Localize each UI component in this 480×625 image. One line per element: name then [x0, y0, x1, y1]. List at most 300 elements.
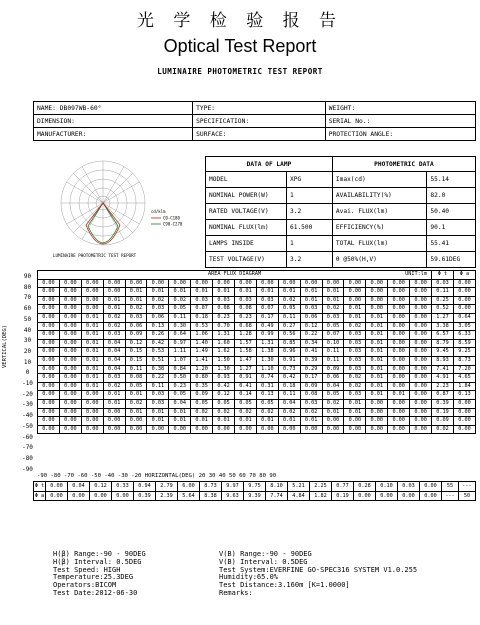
legend-c0: C0-C180 [163, 215, 180, 221]
flux-cell: 0.03 [344, 356, 366, 365]
flux-cell: 0.00 [366, 279, 388, 288]
flux-cell: 0.02 [344, 322, 366, 331]
vertical-tick-label: 30 [23, 337, 32, 345]
vertical-tick-label: -60 [22, 433, 33, 441]
flux-row [38, 339, 476, 348]
flux-cell: 0.00 [388, 339, 410, 348]
flux-cell: 0.11 [322, 356, 344, 365]
flux-cell: 0.09 [432, 417, 454, 426]
flux-cell: 0.00 [38, 365, 60, 374]
flux-cell: 0.04 [103, 348, 125, 357]
flux-cell: 0.00 [344, 288, 366, 297]
flux-cell: 0.56 [278, 331, 300, 340]
flux-cell: 0.03 [344, 391, 366, 400]
product-info-table [33, 101, 476, 141]
flux-cell: 0.00 [59, 425, 81, 434]
flux-cell: 0.08 [213, 305, 235, 314]
flux-cell: 0.00 [410, 356, 432, 365]
flux-cell: 0.00 [388, 322, 410, 331]
flux-cell: 0.06 [125, 322, 147, 331]
condition-line: H(β) Range:-90 - 90DEG [53, 550, 146, 558]
flux-cell: 0.00 [388, 313, 410, 322]
flux-cell: 2.23 [432, 382, 454, 391]
totals-cell: 0.00 [354, 491, 376, 501]
flux-cell: 0.00 [388, 382, 410, 391]
flux-cell: 0.00 [38, 399, 60, 408]
vertical-tick-label: 90 [23, 273, 32, 280]
lamp-row [206, 204, 476, 220]
flux-cell: 0.09 [300, 382, 322, 391]
flux-cell: 0.01 [256, 288, 278, 297]
flux-cell: 0.00 [125, 279, 147, 288]
flux-cell: 0.00 [59, 305, 81, 314]
totals-cell: 2.79 [156, 482, 178, 492]
flux-cell: 0.00 [366, 305, 388, 314]
flux-cell: 0.53 [147, 348, 169, 357]
flux-cell: 0.02 [103, 313, 125, 322]
totals-row-phi_a [34, 491, 476, 501]
flux-cell: 0.38 [147, 365, 169, 374]
flux-cell: 0.00 [191, 425, 213, 434]
flux-cell: 0.00 [59, 288, 81, 297]
totals-cell: 2.39 [156, 491, 178, 501]
flux-cell: 0.05 [213, 399, 235, 408]
lamp-row [206, 188, 476, 204]
info-name: NAME: DB097WB-60° [34, 102, 193, 115]
vertical-tick-label: -40 [22, 412, 33, 420]
flux-cell: 0.00 [453, 305, 475, 314]
flux-cell: 0.00 [410, 382, 432, 391]
flux-cell: 0.01 [213, 288, 235, 297]
flux-cell: 6.33 [453, 331, 475, 340]
flux-cell: 0.00 [256, 279, 278, 288]
flux-cell: 0.00 [278, 279, 300, 288]
flux-cell: 0.03 [191, 296, 213, 305]
flux-cell: 0.23 [169, 382, 191, 391]
flux-cell: 0.84 [169, 365, 191, 374]
flux-cell: 1.07 [169, 356, 191, 365]
flux-cell: 0.42 [278, 374, 300, 383]
flux-cell: 0.00 [410, 417, 432, 426]
vertical-tick-label: -80 [22, 454, 33, 462]
flux-cell: 0.17 [256, 313, 278, 322]
flux-cell: 0.39 [300, 356, 322, 365]
flux-cell: 0.00 [169, 279, 191, 288]
flux-cell: 0.01 [322, 288, 344, 297]
totals-cell: 0.03 [398, 482, 420, 492]
flux-cell: 0.96 [278, 348, 300, 357]
flux-cell: 0.52 [432, 305, 454, 314]
flux-cell: 0.01 [235, 288, 257, 297]
lamp-cell-v2: 90.1 [427, 220, 476, 236]
flux-cell: 0.99 [256, 331, 278, 340]
flux-cell: 0.00 [147, 279, 169, 288]
totals-cell: 0.00 [112, 491, 134, 501]
flux-cell: 0.00 [388, 425, 410, 434]
flux-cell: 0.00 [38, 288, 60, 297]
flux-cell: 8.79 [432, 339, 454, 348]
flux-cell: 0.91 [278, 356, 300, 365]
flux-cell: 0.00 [366, 288, 388, 297]
flux-cell: 0.00 [410, 288, 432, 297]
flux-cell: 0.00 [38, 339, 60, 348]
flux-cell: 0.00 [410, 399, 432, 408]
vertical-tick-label: -50 [22, 422, 33, 430]
flux-cell: 0.03 [147, 391, 169, 400]
condition-line: Temperature:25.3DEG [53, 573, 134, 582]
vertical-tick-label: -90 [22, 465, 33, 473]
flux-cell: 0.00 [388, 331, 410, 340]
flux-cell: 0.00 [103, 288, 125, 297]
flux-cell: 0.01 [322, 408, 344, 417]
flux-cell: 0.11 [169, 313, 191, 322]
flux-cell: 0.15 [125, 348, 147, 357]
flux-cell: 0.00 [38, 348, 60, 357]
lamp-cell-v1: 3.2 [287, 204, 333, 220]
flux-cell: 0.42 [147, 339, 169, 348]
flux-cell: 8.93 [432, 356, 454, 365]
flux-cell: 0.01 [366, 331, 388, 340]
totals-cell: 6.00 [178, 482, 200, 492]
flux-cell: 0.80 [191, 374, 213, 383]
flux-cell: 0.00 [59, 417, 81, 426]
flux-cell: 0.00 [344, 417, 366, 426]
totals-cell: 0.00 [420, 491, 442, 501]
flux-cell: 0.00 [103, 279, 125, 288]
flux-cell: 0.02 [322, 305, 344, 314]
flux-cell: 0.11 [432, 288, 454, 297]
flux-row [38, 391, 476, 400]
flux-cell: 0.03 [147, 399, 169, 408]
flux-cell: 0.11 [125, 365, 147, 374]
vertical-tick-label: -10 [22, 380, 33, 387]
polar-caption: LUMINAIRE PHOTOMETRIC TEST REPORT [53, 253, 137, 258]
lamp-cell-l1: MODEL [206, 172, 287, 188]
flux-cell: 0.00 [38, 391, 60, 400]
info-dimension: DIMENSION: [34, 115, 193, 128]
flux-cell: 0.01 [322, 296, 344, 305]
totals-cell: --- [458, 482, 475, 492]
flux-cell: 0.07 [256, 305, 278, 314]
flux-cell: 0.00 [410, 296, 432, 305]
totals-cell: 9.97 [222, 482, 244, 492]
flux-cell: 0.00 [322, 417, 344, 426]
flux-cell: 0.00 [38, 305, 60, 314]
lamp-cell-l2: AVAILABILITY(%) [332, 188, 427, 204]
vertical-tick-label: 70 [23, 294, 32, 302]
flux-cell: 0.01 [169, 408, 191, 417]
flux-cell: 0.12 [125, 339, 147, 348]
lamp-row [206, 236, 476, 252]
flux-cell: 0.02 [322, 399, 344, 408]
lamp-cell-v1: 1 [287, 188, 333, 204]
flux-cell: 1.40 [191, 339, 213, 348]
flux-cell: 0.01 [81, 313, 103, 322]
flux-cell: 0.01 [366, 391, 388, 400]
flux-cell: 0.00 [38, 331, 60, 340]
flux-cell: 0.00 [344, 296, 366, 305]
flux-cell: 0.01 [125, 408, 147, 417]
condition-line: Test Speed: HIGH [53, 565, 121, 574]
flux-cell: 0.00 [388, 399, 410, 408]
flux-cell: 1.38 [256, 348, 278, 357]
flux-cell: 0.02 [103, 322, 125, 331]
flux-cell: 0.08 [125, 374, 147, 383]
flux-cell: 0.06 [322, 374, 344, 383]
flux-cell: 0.00 [169, 425, 191, 434]
flux-cell: 0.00 [59, 408, 81, 417]
lamp-cell-l1: NOMINAL POWER(W) [206, 188, 287, 204]
totals-cell: 0.77 [332, 482, 354, 492]
lamp-cell-v1: XPG [287, 172, 333, 188]
flux-cell: 0.00 [453, 408, 475, 417]
condition-line: H(β) Interval: 0.5DEG [53, 557, 142, 566]
flux-cell: 0.01 [191, 417, 213, 426]
flux-cell: 0.00 [59, 348, 81, 357]
flux-cell: 0.01 [103, 305, 125, 314]
flux-cell: 0.13 [453, 391, 475, 400]
report-subtitle: LUMINAIRE PHOTOMETRIC TEST REPORT [157, 67, 323, 76]
flux-title [38, 271, 432, 280]
vertical-tick-label: 80 [23, 283, 32, 291]
flux-cell: 0.01 [388, 391, 410, 400]
flux-cell: 0.25 [432, 296, 454, 305]
vertical-axis-labels [18, 270, 37, 473]
flux-cell: 0.03 [322, 313, 344, 322]
flux-cell: 0.00 [366, 425, 388, 434]
flux-row [38, 296, 476, 305]
flux-cell: 0.01 [125, 288, 147, 297]
flux-cell: 0.64 [169, 331, 191, 340]
flux-cell: 1.31 [256, 339, 278, 348]
flux-cell: 0.04 [169, 399, 191, 408]
flux-cell: 0.00 [410, 391, 432, 400]
flux-cell: 0.02 [256, 408, 278, 417]
flux-cell: 0.00 [59, 374, 81, 383]
flux-cell: 0.01 [256, 417, 278, 426]
flux-cell: 1.84 [453, 382, 475, 391]
flux-cell: 0.03 [103, 331, 125, 340]
flux-cell: 0.34 [300, 339, 322, 348]
flux-cell: 0.00 [453, 425, 475, 434]
flux-cell: 0.01 [213, 417, 235, 426]
totals-cell: 0.04 [68, 482, 90, 492]
flux-cell: 0.08 [300, 391, 322, 400]
flux-row [38, 305, 476, 314]
flux-cell: 0.01 [81, 356, 103, 365]
condition-line: Operators:BICOM [53, 581, 117, 590]
flux-cell: 0.00 [59, 365, 81, 374]
flux-cell: 0.01 [103, 391, 125, 400]
flux-cell: 0.02 [432, 425, 454, 434]
flux-cell: 0.03 [344, 331, 366, 340]
flux-cell: 0.00 [453, 279, 475, 288]
flux-cell: 0.03 [344, 365, 366, 374]
flux-cell: 1.58 [235, 348, 257, 357]
flux-cell: 1.11 [169, 348, 191, 357]
flux-unit: UNIT:lm [405, 271, 428, 277]
flux-cell: 0.06 [300, 313, 322, 322]
flux-cell: 0.00 [410, 374, 432, 383]
flux-cell: 0.02 [125, 305, 147, 314]
flux-cell: 0.00 [322, 425, 344, 434]
flux-cell: 0.04 [322, 382, 344, 391]
flux-cell: 0.02 [278, 408, 300, 417]
totals-cell: 55 [442, 482, 459, 492]
lamp-cell-l2: TOTAL FLUX(lm) [332, 236, 427, 252]
flux-cell: 9.25 [453, 348, 475, 357]
condition-line: V(B) Range:-90 - 90DEG [219, 550, 312, 558]
flux-cell: 0.00 [388, 417, 410, 426]
flux-cell: 0.09 [125, 331, 147, 340]
totals-row-label: Φ a [34, 492, 45, 499]
flux-cell: 1.31 [213, 331, 235, 340]
lamp-cell-v2: 55.41 [427, 236, 476, 252]
flux-cell: 0.01 [147, 408, 169, 417]
totals-cell: 8.38 [200, 491, 222, 501]
flux-cell: 0.00 [388, 348, 410, 357]
flux-cell: 8.59 [453, 339, 475, 348]
report-title-english: Optical Test Report [163, 36, 317, 56]
flux-cell: 0.22 [147, 374, 169, 383]
flux-cell: 0.68 [235, 322, 257, 331]
flux-row [38, 382, 476, 391]
flux-row [38, 322, 476, 331]
flux-cell: 0.02 [344, 374, 366, 383]
totals-cell: 2.25 [310, 482, 332, 492]
totals-cell: 50 [458, 491, 475, 501]
totals-cell: 5.21 [288, 482, 310, 492]
flux-cell: 0.13 [147, 322, 169, 331]
flux-cell: 0.01 [191, 288, 213, 297]
flux-cell: 0.01 [344, 408, 366, 417]
flux-cell: 0.00 [410, 331, 432, 340]
flux-cell: 0.00 [103, 417, 125, 426]
lamp-cell-l2: EFFICIENCY(%) [332, 220, 427, 236]
totals-cell: 0.19 [332, 491, 354, 501]
flux-cell: 0.00 [235, 279, 257, 288]
flux-cell: 0.53 [191, 322, 213, 331]
flux-cell: 0.00 [38, 374, 60, 383]
flux-cell: 0.01 [169, 288, 191, 297]
flux-cell: 0.00 [125, 425, 147, 434]
flux-cell: 0.87 [432, 391, 454, 400]
flux-cell: 0.02 [278, 296, 300, 305]
flux-cell: 0.15 [125, 356, 147, 365]
flux-cell: 0.03 [344, 348, 366, 357]
totals-cell: 8.73 [200, 482, 222, 492]
totals-cell: 0.28 [354, 482, 376, 492]
flux-cell: 0.27 [278, 322, 300, 331]
flux-cell: 0.01 [300, 288, 322, 297]
flux-cell: 0.01 [81, 382, 103, 391]
vertical-tick-label: 50 [23, 315, 32, 323]
flux-cell: 0.01 [366, 313, 388, 322]
totals-cell: 9.63 [222, 491, 244, 501]
totals-cell: --- [442, 491, 459, 501]
report-title-chinese: 光 学 检 验 报 告 [136, 11, 344, 31]
flux-cell: 0.03 [147, 305, 169, 314]
flux-cell: 0.08 [235, 305, 257, 314]
totals-cell: 0.00 [420, 482, 442, 492]
flux-cell: 0.03 [103, 374, 125, 383]
flux-cell: 0.02 [191, 408, 213, 417]
flux-cell: 0.00 [453, 417, 475, 426]
flux-cell: 0.01 [344, 305, 366, 314]
flux-cell: 0.42 [213, 382, 235, 391]
flux-cell: 0.64 [453, 313, 475, 322]
flux-cell: 0.00 [410, 339, 432, 348]
vertical-tick-label: 0 [25, 369, 30, 377]
flux-cell: 0.12 [300, 322, 322, 331]
flux-cell: 1.41 [191, 356, 213, 365]
flux-cell: 0.00 [81, 417, 103, 426]
header-phi-a: Φ a [453, 271, 475, 280]
lamp-cell-v2: 50.40 [427, 204, 476, 220]
flux-cell: 0.00 [38, 313, 60, 322]
totals-cell: 0.00 [46, 482, 68, 492]
flux-cell: 7.20 [453, 365, 475, 374]
flux-cell: 0.85 [278, 339, 300, 348]
vertical-tick-label: -20 [22, 390, 33, 398]
flux-cell: 0.50 [169, 374, 191, 383]
flux-cell: 1.27 [235, 365, 257, 374]
flux-cell: 0.00 [366, 408, 388, 417]
flux-cell: 0.11 [278, 313, 300, 322]
flux-row [38, 331, 476, 340]
flux-cell: 0.05 [169, 391, 191, 400]
totals-cell: 7.74 [266, 491, 288, 501]
info-weight: WEIGHT: [325, 102, 475, 115]
info-serial: SERIAL No.: [325, 115, 475, 128]
flux-cell: 0.00 [81, 296, 103, 305]
flux-cell: 0.01 [81, 348, 103, 357]
lamp-cell-l1: RATED VOLTAGE(V) [206, 204, 287, 220]
flux-cell: 0.02 [147, 296, 169, 305]
totals-cell: 9.75 [244, 482, 266, 492]
lamp-cell-l2: θ @50%(H,V) [332, 252, 427, 268]
flux-cell: 4.65 [453, 374, 475, 383]
lamp-row [206, 220, 476, 236]
flux-cell: 0.00 [388, 356, 410, 365]
flux-cell: 0.01 [169, 417, 191, 426]
flux-cell: 0.05 [278, 305, 300, 314]
flux-cell: 0.13 [256, 391, 278, 400]
flux-cell: 0.00 [59, 391, 81, 400]
flux-cell: 0.73 [278, 365, 300, 374]
flux-row [38, 348, 476, 357]
flux-cell: 0.00 [388, 296, 410, 305]
flux-cell: 0.00 [366, 296, 388, 305]
vertical-tick-label: 10 [23, 358, 32, 366]
info-type: TYPE: [193, 102, 326, 115]
flux-cell: 0.49 [256, 322, 278, 331]
flux-cell: 1.10 [256, 365, 278, 374]
flux-cell: 0.31 [256, 382, 278, 391]
flux-cell: 0.05 [169, 305, 191, 314]
totals-cell: 0.00 [68, 491, 90, 501]
flux-cell: 0.00 [81, 399, 103, 408]
flux-cell: 0.01 [366, 365, 388, 374]
totals-row-label: Φ t [34, 483, 45, 490]
vertical-tick-label: 60 [23, 305, 32, 313]
totals-cell: 0.94 [134, 482, 156, 492]
flux-cell: 0.00 [344, 279, 366, 288]
flux-cell: 0.00 [388, 305, 410, 314]
flux-cell: 0.03 [213, 296, 235, 305]
flux-cell: 0.00 [366, 399, 388, 408]
flux-cell: 0.11 [147, 382, 169, 391]
